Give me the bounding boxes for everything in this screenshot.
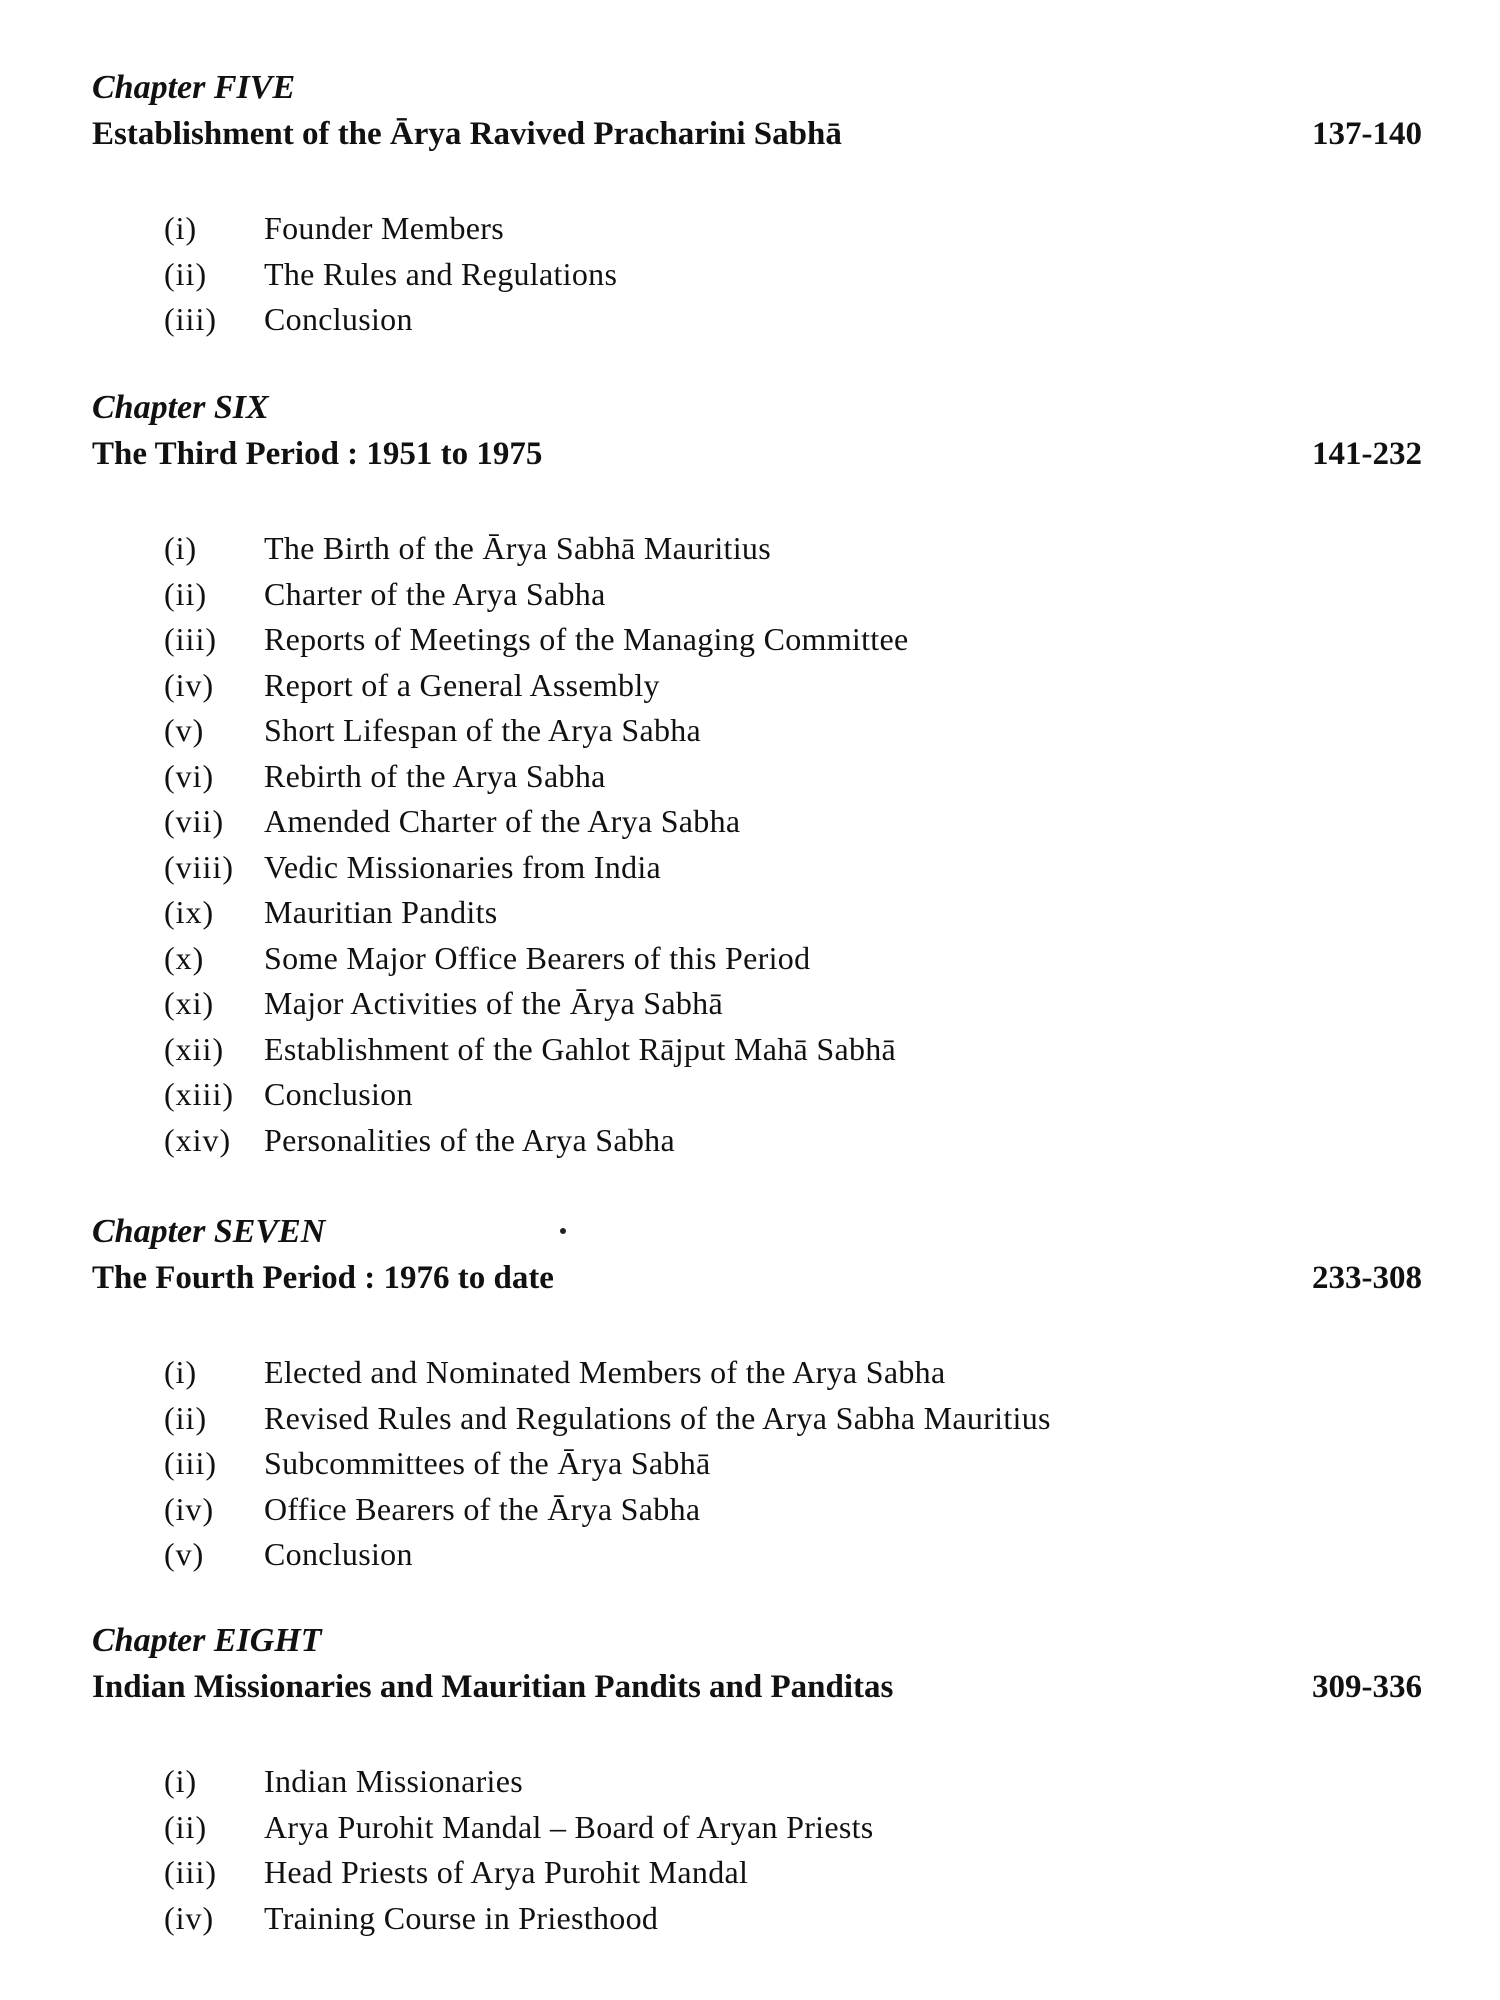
item-number: (x) [164, 939, 205, 976]
item-title: Establishment of the Gahlot Rājput Mahā Sabhā [264, 1030, 897, 1067]
item-title: Mauritian Pandits [264, 894, 498, 930]
chapter-title: Establishment of the Ārya Ravived Pracharini Sabhā [92, 116, 842, 152]
item-title: Short Lifespan of the Arya Sabha [264, 712, 702, 748]
chapter-label: Chapter SIX [92, 389, 269, 426]
item-number: (xiii) [164, 1076, 234, 1112]
item-number: (iv) [164, 1490, 215, 1527]
item-number: (iii) [164, 621, 217, 657]
item-title: Elected and Nominated Members of the Arya Sabha [264, 1354, 946, 1390]
item-number: (iii) [164, 301, 217, 337]
item-title: Major Activities of the Ārya Sabhā [264, 985, 723, 1021]
item-title: Charter of the Arya Sabha [264, 575, 606, 612]
chapter-title: The Fourth Period : 1976 to date [92, 1260, 554, 1296]
stray-dot [560, 1228, 566, 1234]
item-number: (xii) [164, 1030, 225, 1067]
item-title: Amended Charter of the Arya Sabha [264, 803, 741, 839]
item-title: Arya Purohit Mandal – Board of Aryan Priests [264, 1808, 874, 1845]
item-number: (iii) [164, 1854, 217, 1890]
item-number: (v) [164, 1536, 205, 1572]
item-number: (iii) [164, 1445, 217, 1481]
item-number: (i) [164, 530, 198, 566]
item-title: Vedic Missionaries from India [264, 848, 662, 885]
item-number: (v) [164, 712, 205, 748]
item-title: Personalities of the Arya Sabha [264, 1121, 675, 1158]
item-number: (ii) [164, 1808, 208, 1845]
item-title: Some Major Office Bearers of this Period [264, 939, 811, 976]
item-title: Revised Rules and Regulations of the Arya Sabha Mauritius [264, 1399, 1051, 1436]
item-title: Founder Members [264, 210, 505, 246]
chapter-label: Chapter EIGHT [92, 1622, 322, 1659]
item-title: Office Bearers of the Ārya Sabha [264, 1490, 701, 1527]
chapter-page-range: 141-232 [1312, 436, 1422, 472]
chapter-title: The Third Period : 1951 to 1975 [92, 436, 543, 472]
item-title: Training Course in Priesthood [264, 1899, 659, 1936]
item-number: (ii) [164, 575, 208, 612]
item-title: The Rules and Regulations [264, 255, 618, 292]
chapter-page-range: 309-336 [1312, 1669, 1422, 1705]
chapter-page-range: 137-140 [1312, 116, 1422, 152]
item-title: Reports of Meetings of the Managing Committee [264, 621, 909, 657]
item-number: (iv) [164, 1899, 215, 1936]
item-number: (viii) [164, 848, 234, 885]
item-number: (vi) [164, 757, 215, 794]
item-title: Conclusion [264, 1536, 413, 1572]
item-number: (ix) [164, 894, 215, 930]
item-number: (xiv) [164, 1121, 232, 1158]
item-number: (ii) [164, 1399, 208, 1436]
chapter-label: Chapter SEVEN [92, 1213, 326, 1250]
item-title: Subcommittees of the Ārya Sabhā [264, 1445, 711, 1481]
item-title: Head Priests of Arya Purohit Mandal [264, 1854, 749, 1890]
item-title: Report of a General Assembly [264, 666, 660, 703]
item-title: The Birth of the Ārya Sabhā Mauritius [264, 530, 771, 566]
item-number: (iv) [164, 666, 215, 703]
chapter-page-range: 233-308 [1312, 1260, 1422, 1296]
item-number: (i) [164, 1763, 198, 1799]
item-title: Conclusion [264, 1076, 413, 1112]
item-title: Indian Missionaries [264, 1763, 523, 1799]
item-number: (i) [164, 1354, 198, 1390]
chapter-label: Chapter FIVE [92, 69, 296, 106]
item-number: (xi) [164, 985, 215, 1021]
item-title: Conclusion [264, 301, 413, 337]
item-title: Rebirth of the Arya Sabha [264, 757, 606, 794]
item-number: (vii) [164, 803, 225, 839]
item-number: (i) [164, 210, 198, 246]
item-number: (ii) [164, 255, 208, 292]
chapter-title: Indian Missionaries and Mauritian Pandits and Panditas [92, 1669, 894, 1705]
